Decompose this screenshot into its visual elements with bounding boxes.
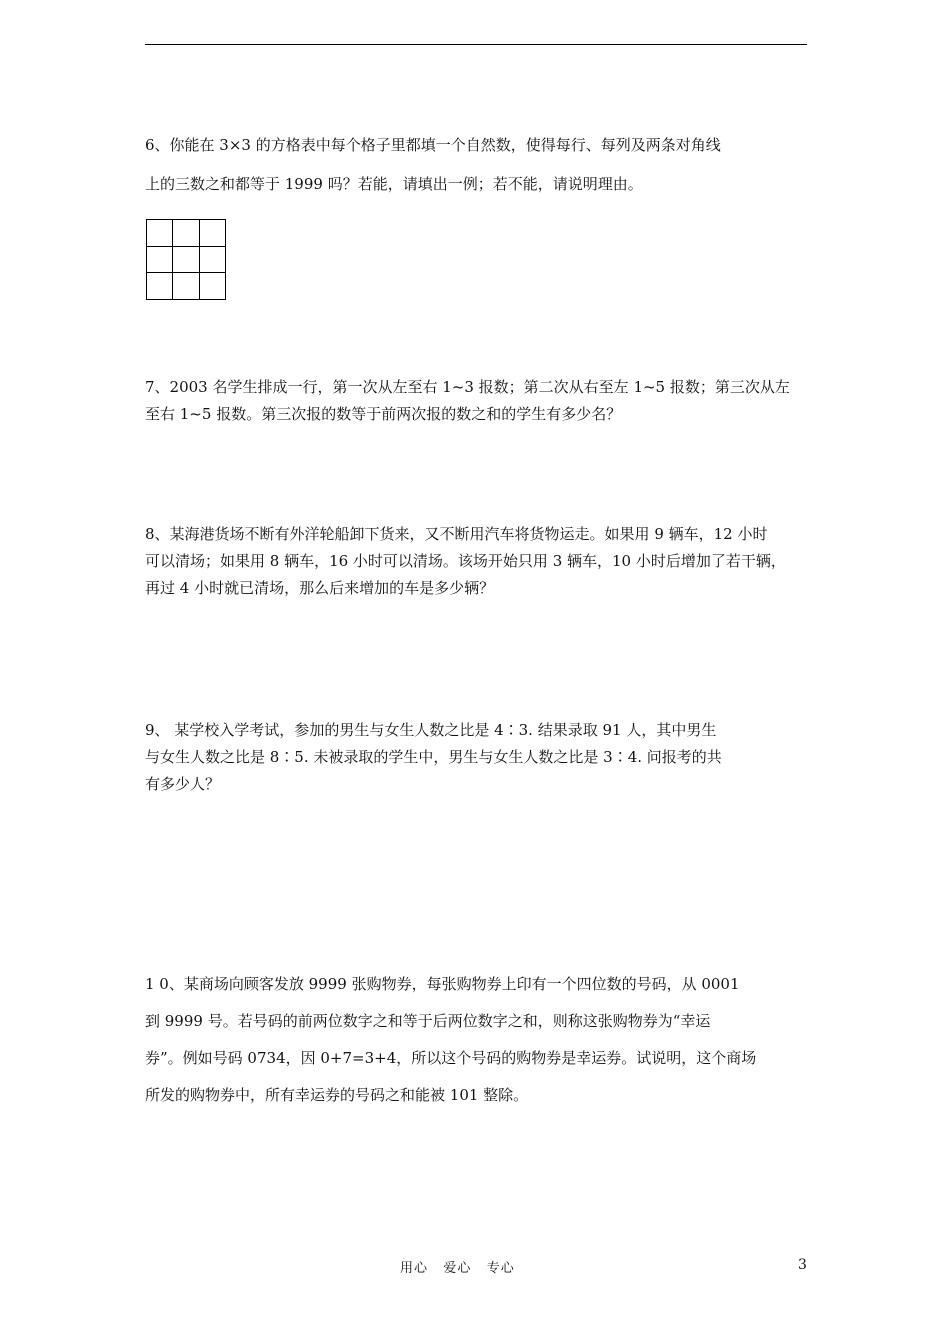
problem-10-line: 所发的购物券中，所有幸运券的号码之和能被 101 整除。 bbox=[145, 1086, 529, 1104]
problem-8-line: 再过 4 小时就已清场，那么后来增加的车是多少辆？ bbox=[145, 579, 495, 597]
problem-10-line: 到 9999 号。若号码的前两位数字之和等于后两位数字之和，则称这张购物券为“幸运 bbox=[145, 1012, 711, 1030]
problem-7-line: 至右 1~5 报数。第三次报的数等于前两次报的数之和的学生有多少名？ bbox=[145, 405, 622, 423]
problem-10-line: 券”。例如号码 0734，因 0+7=3+4，所以这个号码的购物券是幸运券。试说明，这个商场 bbox=[145, 1049, 757, 1067]
grid-cell bbox=[147, 247, 173, 274]
grid-cell bbox=[147, 220, 173, 247]
grid-cell bbox=[173, 220, 199, 247]
problem-10 bbox=[145, 966, 807, 1114]
three-by-three-grid bbox=[146, 219, 226, 300]
problem-8-line: 可以清场；如果用 8 辆车，16 小时可以清场。该场开始只用 3 辆车，10 小时后增加了若干辆， bbox=[145, 552, 786, 570]
problem-6 bbox=[145, 126, 807, 204]
problem-9 bbox=[145, 717, 807, 798]
footer-motto: 用心 爱心 专心 bbox=[400, 1261, 515, 1276]
problem-8-line: 8、某海港货场不断有外洋轮船卸下货来，又不断用汽车将货物运走。如果用 9 辆车，12 小时 bbox=[145, 525, 768, 543]
grid-cell bbox=[173, 247, 199, 274]
header-rule bbox=[145, 44, 807, 45]
problem-7 bbox=[145, 374, 807, 428]
grid-cell bbox=[173, 273, 199, 300]
page-number: 3 bbox=[798, 1257, 807, 1273]
grid-cell bbox=[147, 273, 173, 300]
grid-cell bbox=[200, 273, 226, 300]
problem-9-line: 9、 某学校入学考试，参加的男生与女生人数之比是 4∶3. 结果录取 91 人，其中男生 bbox=[145, 721, 717, 739]
problem-9-line: 有多少人？ bbox=[145, 775, 221, 793]
grid-cell bbox=[200, 247, 226, 274]
grid-cell bbox=[200, 220, 226, 247]
problem-7-line: 7、2003 名学生排成一行，第一次从左至右 1~3 报数；第二次从右至左 1~5 报数；第三次从左 bbox=[145, 378, 790, 396]
problem-8 bbox=[145, 521, 807, 602]
problem-6-line: 上的三数之和都等于 1999 吗？若能，请填出一例；若不能，请说明理由。 bbox=[145, 175, 643, 193]
problem-9-line: 与女生人数之比是 8∶5. 未被录取的学生中，男生与女生人数之比是 3∶4. 问报考的共 bbox=[145, 748, 722, 766]
problem-6-line: 6、你能在 3×3 的方格表中每个格子里都填一个自然数，使得每行、每列及两条对角线 bbox=[145, 136, 721, 154]
problem-10-line: 1 0、某商场向顾客发放 9999 张购物券，每张购物券上印有一个四位数的号码，从 0001 bbox=[145, 975, 740, 993]
